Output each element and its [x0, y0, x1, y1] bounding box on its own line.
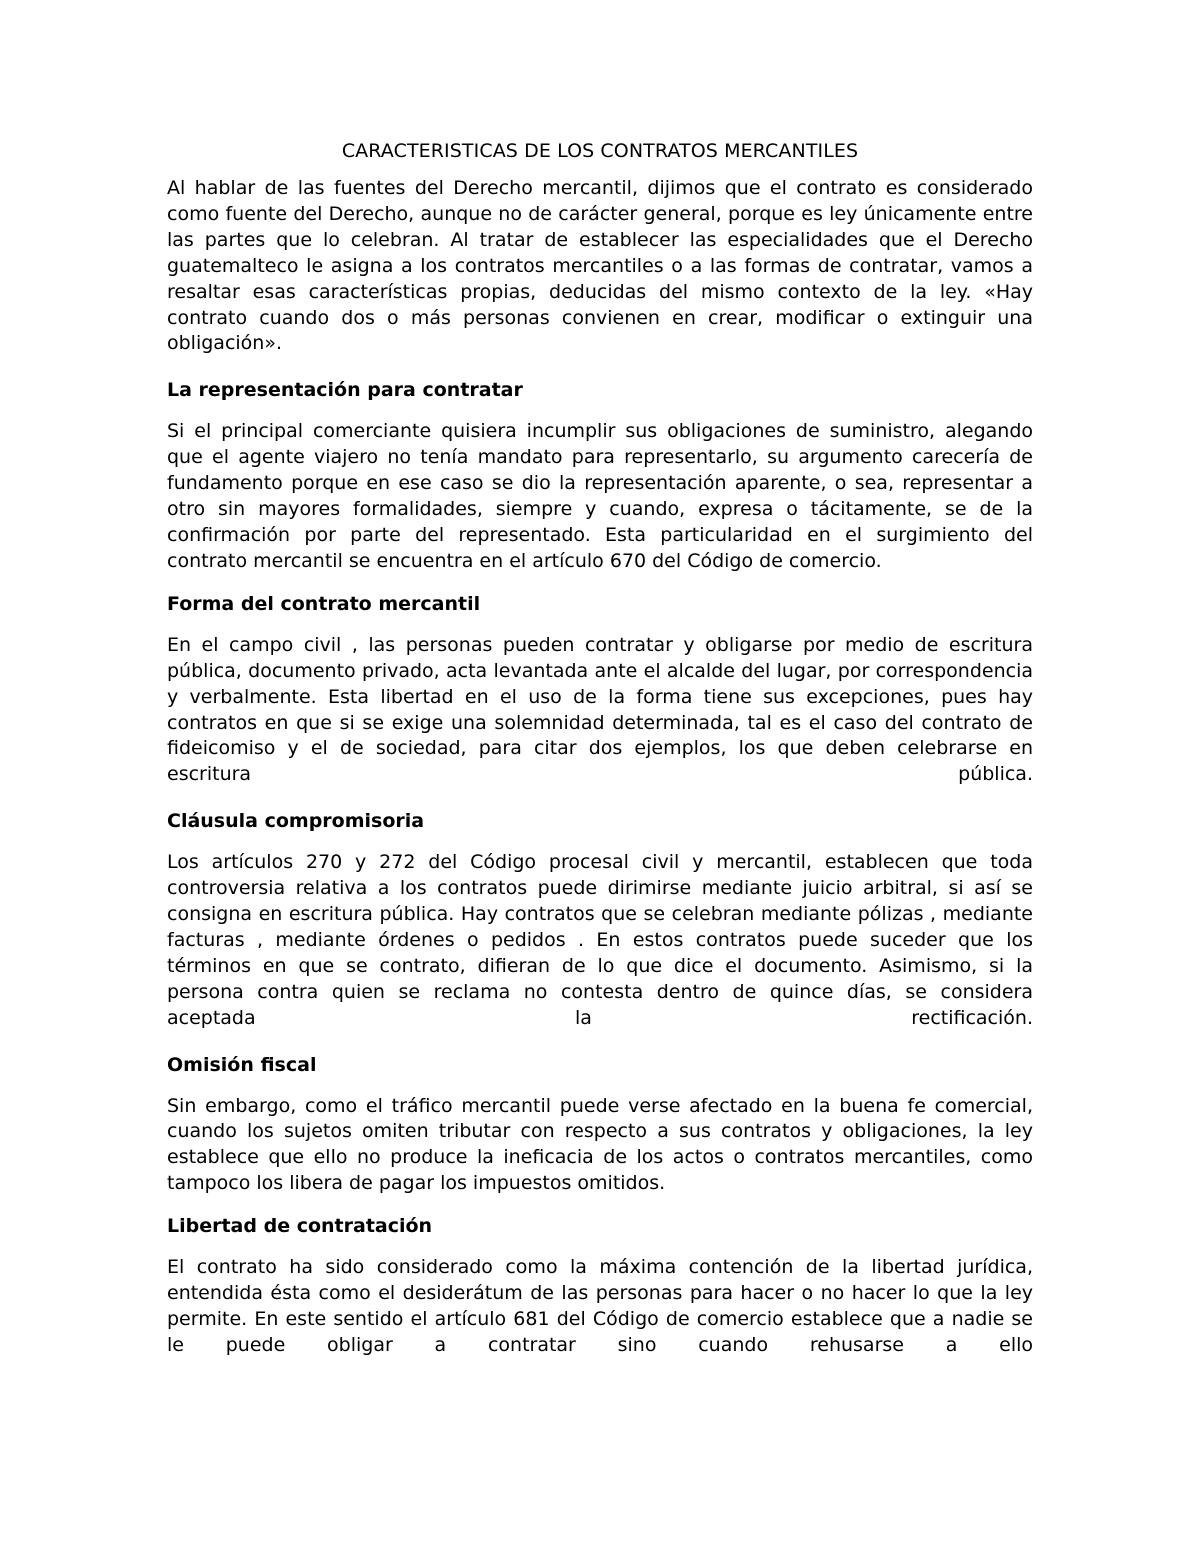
document-page — [167, 136, 1033, 1359]
document-title: CARACTERISTICAS DE LOS CONTRATOS MERCANTILES — [341, 140, 859, 162]
section-heading-forma: Forma del contrato mercantil — [167, 592, 481, 615]
section-heading-libertad: Libertad de contratación — [167, 1215, 433, 1238]
section-body-libertad: El contrato ha sido considerado como la máxima contención de la libertad jurídica, entendida ésta como el desiderátum de las personas para hacer o no hacer lo que la ley permite. En este sentido el artículo 681 del Código de comercio establece que a nadie se le puede obligar a contratar sino cuando rehusarse a ello — [167, 1256, 1033, 1356]
section-heading-clausula: Cláusula compromisoria — [167, 810, 425, 833]
section-body-representacion: Si el principal comerciante quisiera incumplir sus obligaciones de suministro, alegando que el agente viajero no tenía mandato para representarlo, su argumento carecería de fundamento porque en ese caso se dio la representación aparente, o sea, representar a otro sin mayores formalidades, siempre y cuando, expresa o tácitamente, se de la confirmación por parte del representado. Esta particularidad en el surgimiento del contrato mercantil se encuentra en el artículo 670 del Código de comercio. — [167, 420, 1033, 572]
section-heading-representacion: La representación para contratar — [167, 379, 523, 402]
section-heading-omision: Omisión fiscal — [167, 1053, 317, 1076]
section-body-omision: Sin embargo, como el tráfico mercantil puede verse afectado en la buena fe comercial, cuando los sujetos omiten tributar con respecto a sus contratos y obligaciones, la ley establece que ello no produce la ineficacia de los actos o contratos mercantiles, como tampoco los libera de pagar los impuestos omitidos. — [167, 1094, 1033, 1195]
intro-paragraph: Al hablar de las fuentes del Derecho mercantil, dijimos que el contrato es considerado como fuente del Derecho, aunque no de carácter general, porque es ley únicamente entre las partes que lo celebran. Al tratar de establecer las especialidades que el Derecho guatemalteco le asigna a los contratos mercantiles o a las formas de contratar, vamos a resaltar esas características propias, deducidas del mismo contexto de la ley. «Hay contrato cuando dos o más personas convienen en crear, modificar o extinguir una obligación». — [167, 177, 1033, 355]
section-body-forma: En el campo civil , las personas pueden contratar y obligarse por medio de escritura pública, documento privado, acta levantada ante el alcalde del lugar, por correspondencia y verbalmente. Esta libertad en el uso de la forma tiene sus excepciones, pues hay contratos en que si se exige una solemnidad determinada, tal es el caso del contrato de fideicomiso y el de sociedad, para citar dos ejemplos, los que deben celebrarse en escritura pública. — [167, 633, 1033, 786]
section-body-clausula: Los artículos 270 y 272 del Código procesal civil y mercantil, establecen que toda controversia relativa a los contratos puede dirimirse mediante juicio arbitral, si así se consigna en escritura pública. Hay contratos que se celebran mediante pólizas , mediante facturas , mediante órdenes o pedidos . En estos contratos puede suceder que los términos en que se contrato, difieran de lo que dice el documento. Asimismo, si la persona contra quien se reclama no contesta dentro de quince días, se considera aceptada la rectificación. — [167, 851, 1033, 1029]
